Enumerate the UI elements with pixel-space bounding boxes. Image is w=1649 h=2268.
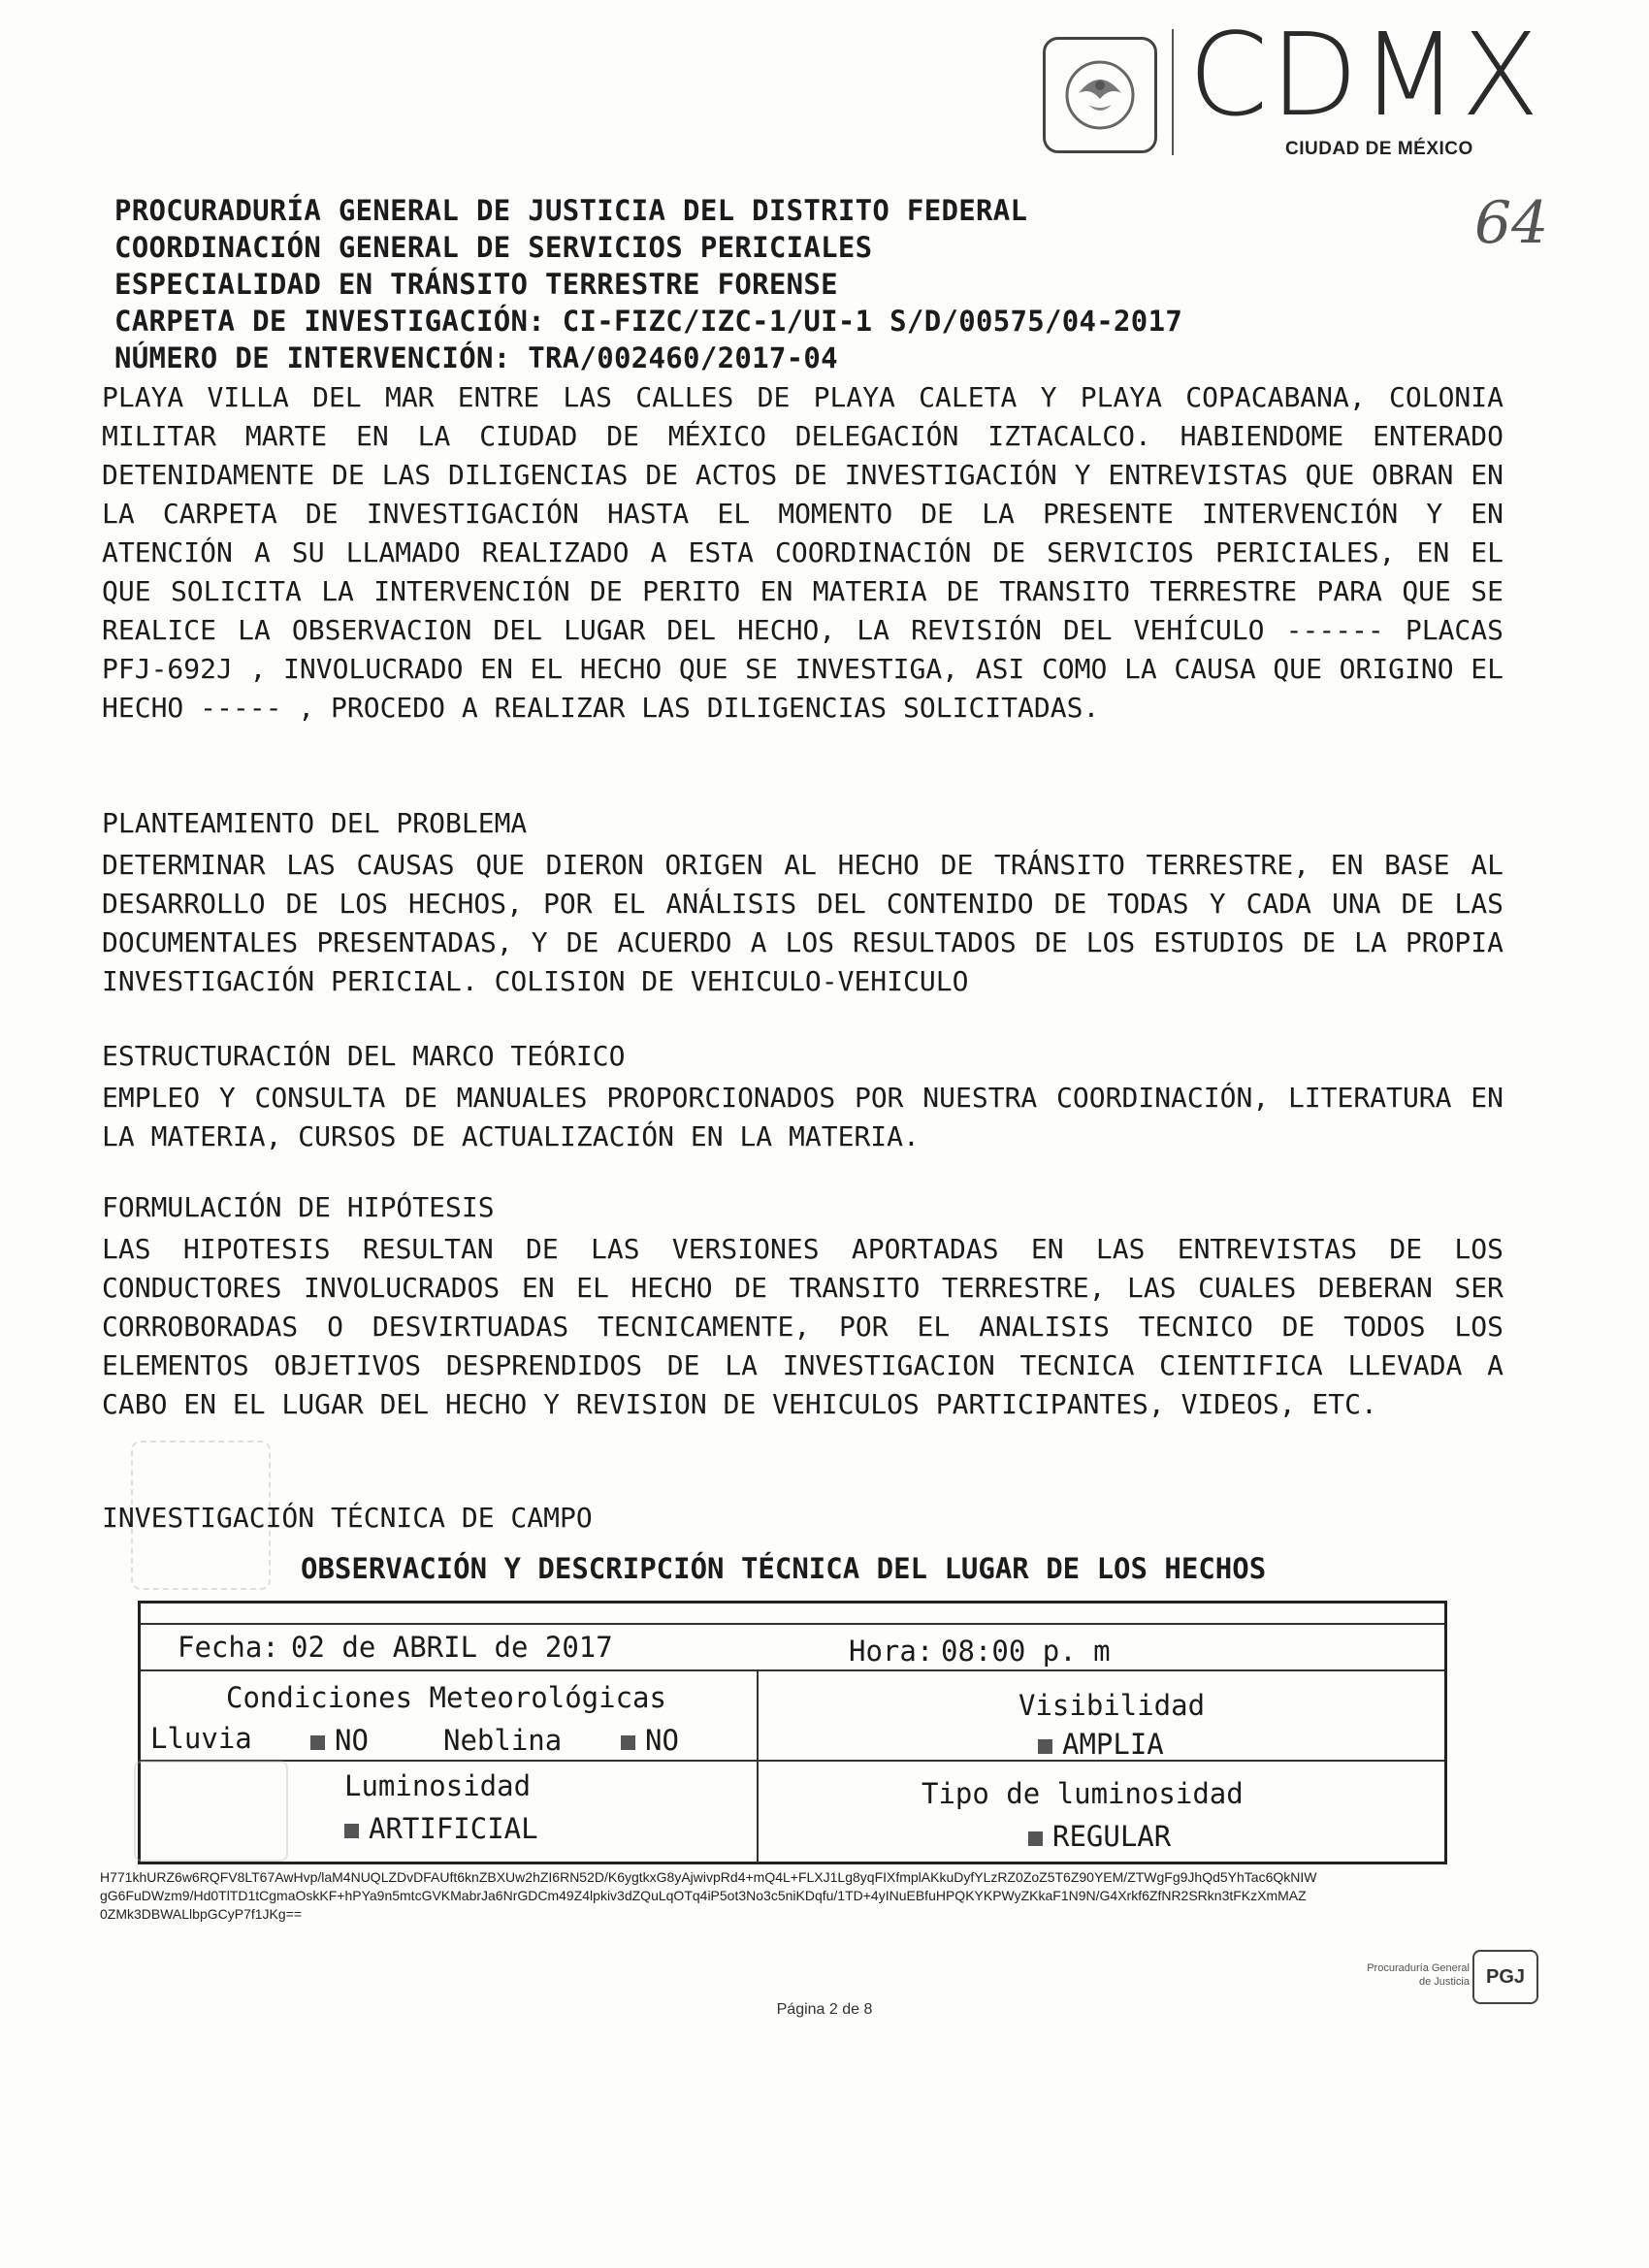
page-number: Página 2 de 8 [776, 2001, 873, 2018]
pgj-logo: PGJ [1472, 1950, 1538, 2004]
table-row-lighting [141, 1762, 1444, 1863]
header-case-number: CARPETA DE INVESTIGACIÓN: CI-FIZC/IZC-1/UI-1 S/D/00575/04-2017 [114, 305, 1183, 338]
header-line-3: ESPECIALIDAD EN TRÁNSITO TERRESTRE FORENSE [114, 268, 838, 301]
lluvia-value: NO [335, 1724, 369, 1757]
checkbox-icon [344, 1824, 359, 1838]
pgj-org-name: Procuraduría General de Justicia [1367, 1962, 1470, 1988]
luminosidad-title: Luminosidad [344, 1769, 532, 1802]
table-title: OBSERVACIÓN Y DESCRIPCIÓN TÉCNICA DEL LUGAR DE LOS HECHOS [301, 1552, 1267, 1585]
table-row-conditions [141, 1671, 1444, 1762]
visibilidad-title: Visibilidad [1018, 1689, 1206, 1722]
eagle-seal-icon [1061, 56, 1139, 134]
tipo-luminosidad-field [1028, 1820, 1171, 1853]
digital-signature-line-2: gG6FuDWzm9/Hd0TlTD1tCgmaOskKF+hPYa9n5mtcGVKMabrJa6NrGDCm49Z4lpkiv3dZQuLqOTq4iP5ot3No3c5niKDqfu/1TD+4yINuEBfuHPQKYKPWyZKkaF1N9N/G4Xrkf6ZfNR2SRkn3tFKzXmMAZ [100, 1888, 1307, 1903]
brand-name: CDMX [1188, 8, 1541, 142]
fecha-label: Fecha: [178, 1631, 279, 1664]
checkbox-icon [1028, 1831, 1043, 1846]
digital-signature-line-1: H771khURZ6w6RQFV8LT67AwHvp/laM4NUQLZDvDFAUft6knZBXUw2hZI6RN52D/K6ygtkxG8yAjwivpRd4+mQ4L+FLXJ1Lg8yqFIXfmplAKkuDyfYLzRZ0ZoZ5T6Z90YEM/ZTWgFg9JhQd5YhTac6QkNIW [100, 1869, 1317, 1885]
faded-stamp-retenido [134, 1761, 288, 1862]
government-seal-logo [1043, 37, 1157, 153]
digital-signature-line-3: 0ZMk3DBWALlbpGCyP7f1JKg== [100, 1906, 303, 1922]
visibilidad-field [1038, 1728, 1164, 1761]
tipo-luminosidad-title: Tipo de luminosidad [922, 1777, 1244, 1810]
section-body-framework: EMPLEO Y CONSULTA DE MANUALES PROPORCIONADOS POR NUESTRA COORDINACIÓN, LITERATURA EN LA MATERIA, CURSOS DE ACTUALIZACIÓN EN LA MATERIA. [102, 1082, 1504, 1152]
checkbox-icon [621, 1735, 635, 1750]
section-body-problem: DETERMINAR LAS CAUSAS QUE DIERON ORIGEN AL HECHO DE TRÁNSITO TERRESTRE, EN BASE AL DESARROLLO DE LOS HECHOS, POR EL ANÁLISIS DEL CONTENIDO DE TODAS Y CADA UNA DE LAS DOCUMENTALES PRESENTADAS, Y DE ACUERDO A LOS RESULTADOS DE LOS ESTUDIOS DE LA PROPIA INVESTIGACIÓN PERICIAL. COLISION DE VEHICULO-VEHICULO [102, 849, 1504, 997]
luminosidad-field [344, 1812, 538, 1845]
column-divider [757, 1762, 759, 1863]
section-title-framework: ESTRUCTURACIÓN DEL MARCO TEÓRICO [102, 1040, 626, 1072]
checkbox-icon [310, 1735, 325, 1750]
hora-label: Hora: [849, 1635, 934, 1668]
header-line-2: COORDINACIÓN GENERAL DE SERVICIOS PERICIALES [114, 231, 873, 264]
lluvia-label: Lluvia [150, 1722, 252, 1755]
column-divider [757, 1671, 759, 1762]
luminosidad-value: ARTIFICIAL [369, 1812, 538, 1845]
checkbox-icon [1038, 1739, 1052, 1754]
visibilidad-value: AMPLIA [1062, 1728, 1164, 1761]
section-title-problem: PLANTEAMIENTO DEL PROBLEMA [102, 807, 528, 839]
neblina-label: Neblina [443, 1724, 563, 1757]
header-line-1: PROCURADURÍA GENERAL DE JUSTICIA DEL DISTRITO FEDERAL [114, 194, 1028, 227]
handwritten-folio-number: 64 [1474, 189, 1549, 257]
intro-paragraph: PLAYA VILLA DEL MAR ENTRE LAS CALLES DE PLAYA CALETA Y PLAYA COPACABANA, COLONIA MILITAR MARTE EN LA CIUDAD DE MÉXICO DELEGACIÓN IZTACALCO. HABIENDOME ENTERADO DETENIDAMENTE DE LAS DILIGENCIAS DE ACTOS DE INVESTIGACIÓN Y ENTREVISTAS QUE OBRAN EN LA CARPETA DE INVESTIGACIÓN HASTA EL MOMENTO DE LA PRESENTE INTERVENCIÓN Y EN ATENCIÓN A SU LLAMADO REALIZADO A ESTA COORDINACIÓN DE SERVICIOS PERICIALES, EN EL QUE SOLICITA LA INTERVENCIÓN DE PERITO EN MATERIA DE TRANSITO TERRESTRE PARA QUE SE REALICE LA OBSERVACION DEL LUGAR DEL HECHO, LA REVISIÓN DEL VEHÍCULO ------ PLACAS PFJ-692J , INVOLUCRADO EN EL HECHO QUE SE INVESTIGA, ASI COMO LA CAUSA QUE ORIGINO EL HECHO ----- , PROCEDO A REALIZAR LAS DILIGENCIAS SOLICITADAS. [102, 381, 1504, 724]
lluvia-field [310, 1724, 369, 1757]
hora-value: 08:00 p. m [941, 1635, 1111, 1668]
section-title-field-investigation: INVESTIGACIÓN TÉCNICA DE CAMPO [102, 1502, 593, 1534]
logo-divider [1172, 29, 1174, 155]
section-title-hypothesis: FORMULACIÓN DE HIPÓTESIS [102, 1191, 495, 1223]
fecha-value: 02 de ABRIL de 2017 [291, 1631, 613, 1664]
section-body-hypothesis: LAS HIPOTESIS RESULTAN DE LAS VERSIONES APORTADAS EN LAS ENTREVISTAS DE LOS CONDUCTORES INVOLUCRADOS EN EL HECHO DE TRANSITO TERRESTRE, LAS CUALES DEBERAN SER CORROBORADAS O DESVIRTUADAS TECNICAMENTE, POR EL ANALISIS TECNICO DE TODOS LOS ELEMENTOS OBJETIVOS DESPRENDIDOS DE LA INVESTIGACION TECNICA CIENTIFICA LLEVADA A CABO EN EL LUGAR DEL HECHO Y REVISION DE VEHICULOS PARTICIPANTES, VIDEOS, ETC. [102, 1233, 1504, 1420]
scene-observation-table [138, 1601, 1447, 1864]
tipo-luminosidad-value: REGULAR [1052, 1820, 1172, 1853]
neblina-value: NO [645, 1724, 679, 1757]
table-row-date [141, 1623, 1444, 1671]
header-intervention-number: NÚMERO DE INTERVENCIÓN: TRA/002460/2017-04 [114, 341, 838, 374]
neblina-field [621, 1724, 679, 1757]
brand-subtitle: CIUDAD DE MÉXICO [1285, 139, 1473, 159]
meteo-title: Condiciones Meteorológicas [226, 1681, 666, 1714]
